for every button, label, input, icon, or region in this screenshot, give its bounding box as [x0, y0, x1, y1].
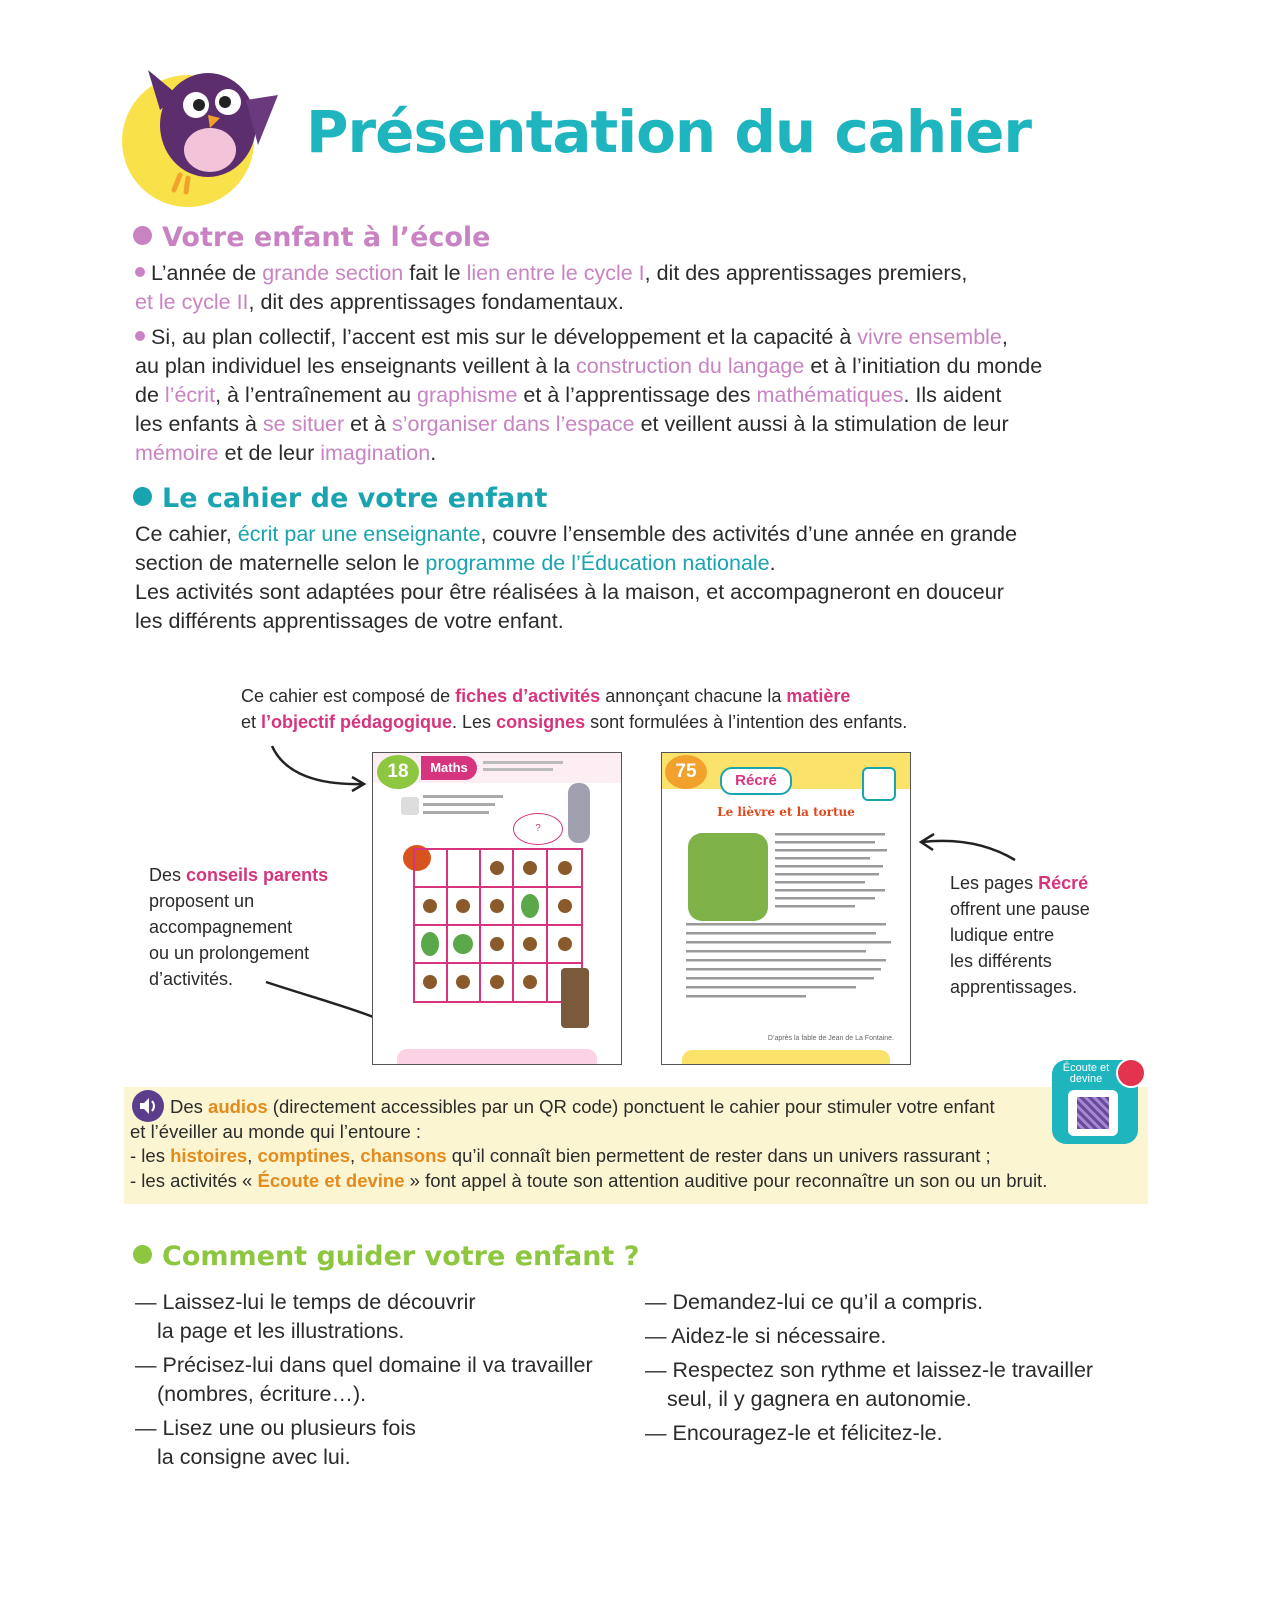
- highlight: Récré: [1038, 873, 1089, 893]
- text: Ce cahier est composé de: [241, 686, 456, 706]
- line: et l’éveiller au monde qui l’entoure :: [130, 1120, 422, 1142]
- text: et veillent aussi à la stimulation de leur: [634, 412, 1009, 436]
- text: - les: [130, 1145, 171, 1166]
- annotation-right: [950, 870, 1150, 1000]
- line: d’activités.: [149, 969, 234, 989]
- story-credit: D’après la fable de Jean de La Fontaine.: [767, 1035, 894, 1042]
- section-heading-text: Le cahier de votre enfant: [162, 483, 548, 514]
- thumb-text-line: [483, 761, 563, 764]
- list-item: [645, 1322, 1125, 1351]
- thumb-footer: [682, 1050, 890, 1065]
- line: proposent un: [149, 891, 255, 911]
- highlight: chansons: [360, 1145, 447, 1166]
- text: sont formulées à l’intention des enfants.: [585, 712, 908, 732]
- subject-label: Récré: [720, 767, 792, 795]
- text: section de maternelle selon le: [135, 551, 426, 575]
- text: la consigne avec lui.: [157, 1445, 351, 1469]
- story-text-lines-bottom: [686, 923, 896, 1033]
- highlight: audios: [208, 1096, 268, 1117]
- list-item: [135, 1351, 615, 1409]
- highlight: mémoire: [135, 441, 219, 465]
- highlight: construction du langage: [576, 354, 805, 378]
- story-illustration: [688, 833, 768, 921]
- text: (directement accessibles par un QR code) ponctuent le cahier pour stimuler votre enfant: [267, 1096, 995, 1117]
- highlight: vivre ensemble: [857, 325, 1002, 349]
- list-item: [135, 1288, 615, 1346]
- arrow-right: [922, 841, 1015, 860]
- highlight: l’écrit: [164, 383, 216, 407]
- qr-badge-label: Écoute et devine: [1062, 1062, 1110, 1085]
- text: seul, il y gagnera en autonomie.: [667, 1387, 972, 1411]
- section-bullet: [133, 1245, 152, 1264]
- highlight: matière: [786, 686, 851, 706]
- text: Les activités sont adaptées pour être réalisées à la maison, et accompagneront en douceur: [135, 580, 1004, 604]
- text: fait le: [403, 261, 467, 285]
- text: et: [241, 712, 262, 732]
- annotation-left: [149, 862, 359, 992]
- thumb-text-line: [423, 811, 489, 814]
- text: les différents apprentissages de votre enfant.: [135, 609, 564, 633]
- text: Les pages: [950, 873, 1039, 893]
- text: L’année de: [151, 261, 263, 285]
- text: Des: [170, 1096, 209, 1117]
- story-title: Le lièvre et la tortue: [717, 805, 855, 819]
- qr-code-icon: [1077, 1097, 1109, 1129]
- list-item: [135, 1414, 615, 1472]
- text: — Encouragez-le et félicitez-le.: [645, 1421, 943, 1445]
- line: [950, 870, 1150, 896]
- text: .: [769, 551, 776, 575]
- list-item: [645, 1288, 1125, 1317]
- arrow-top: [272, 746, 362, 784]
- line: [149, 862, 359, 888]
- thumb-text-line: [423, 795, 503, 798]
- hippo-character-icon: [568, 783, 590, 843]
- highlight: écrit par une enseignante: [237, 522, 481, 546]
- text: de: [135, 383, 165, 407]
- line: accompagnement: [149, 917, 293, 937]
- thumb-text-line: [423, 803, 495, 806]
- subject-label: Maths: [421, 756, 477, 780]
- section-heading-text: Comment guider votre enfant ?: [162, 1241, 640, 1272]
- list-item: [645, 1419, 1125, 1448]
- qr-code-icon: [862, 767, 896, 801]
- text: .: [430, 441, 437, 465]
- highlight: se situer: [262, 412, 345, 436]
- text: — Respectez son rythme et laissez-le travailler: [645, 1358, 1094, 1382]
- highlight: graphisme: [417, 383, 518, 407]
- text: (nombres, écriture…).: [157, 1382, 367, 1406]
- text: et à l’initiation du monde: [804, 354, 1043, 378]
- maths-page-thumbnail: [372, 752, 622, 1065]
- line: apprentissages.: [950, 977, 1078, 997]
- highlight: comptines: [257, 1145, 351, 1166]
- text: au plan individuel les enseignants veillent à la: [135, 354, 577, 378]
- list-item: [645, 1356, 1125, 1414]
- text: et à: [344, 412, 392, 436]
- guide-list-right: [645, 1288, 1125, 1453]
- line: ou un prolongement: [149, 943, 310, 963]
- thumb-footer: [397, 1049, 597, 1065]
- highlight: l’objectif pédagogique: [261, 712, 453, 732]
- text: annonçant chacune la: [600, 686, 787, 706]
- text: Des: [149, 865, 187, 885]
- page-number-badge: 18: [377, 755, 419, 789]
- dice-icon: [401, 797, 419, 815]
- text: Ce cahier,: [135, 522, 238, 546]
- text: — Demandez-lui ce qu’il a compris.: [645, 1290, 984, 1314]
- page-number-badge: 75: [665, 755, 707, 789]
- highlight: conseils parents: [186, 865, 329, 885]
- highlight: programme de l’Éducation nationale: [425, 551, 770, 575]
- audio-text: [130, 1095, 1130, 1193]
- qr-frame: [1068, 1090, 1118, 1136]
- sound-icon: [1116, 1058, 1146, 1088]
- line: les différents: [950, 951, 1052, 971]
- text: — Précisez-lui dans quel domaine il va travailler: [135, 1353, 593, 1377]
- highlight: Écoute et devine: [257, 1169, 405, 1191]
- page-title: Présentation du cahier: [306, 98, 1032, 166]
- text: ,: [350, 1145, 361, 1166]
- tree-stump-icon: [561, 968, 589, 1028]
- text: ,: [247, 1145, 258, 1166]
- highlight: lien entre le cycle I: [466, 261, 645, 285]
- thumb-text-line: [483, 768, 553, 771]
- line: [130, 1095, 1130, 1120]
- highlight: histoires: [170, 1145, 248, 1166]
- text: ,: [1001, 325, 1008, 349]
- text: et à l’apprentissage des: [517, 383, 757, 407]
- acorn-grid: [413, 848, 583, 1003]
- text: , couvre l’ensemble des activités d’une année en grande: [480, 522, 1018, 546]
- highlight: imagination: [320, 441, 431, 465]
- text: , à l’entraînement au: [215, 383, 418, 407]
- text: — Lisez une ou plusieurs fois: [135, 1416, 416, 1440]
- text: Si, au plan collectif, l’accent est mis sur le développement et la capacité à: [151, 325, 858, 349]
- line: ludique entre: [950, 925, 1055, 945]
- speech-bubble: ?: [513, 813, 563, 845]
- text: — Aidez-le si nécessaire.: [645, 1324, 887, 1348]
- text: . Les: [452, 712, 497, 732]
- guide-list-left: [135, 1288, 615, 1477]
- text: . Ils aident: [903, 383, 1002, 407]
- highlight: consignes: [496, 712, 586, 732]
- highlight: mathématiques: [756, 383, 904, 407]
- text: , dit des apprentissages fondamentaux.: [248, 290, 624, 314]
- text: — Laissez-lui le temps de découvrir: [135, 1290, 476, 1314]
- text: , dit des apprentissages premiers,: [644, 261, 968, 285]
- section-heading-guide: [133, 1241, 639, 1272]
- text: la page et les illustrations.: [157, 1319, 405, 1343]
- text: - les activités «: [130, 1169, 258, 1191]
- text: qu’il connaît bien permettent de rester dans un univers rassurant ;: [446, 1145, 991, 1166]
- highlight: s’organiser dans l’espace: [391, 412, 635, 436]
- line: offrent une pause: [950, 899, 1090, 919]
- line: [130, 1169, 1130, 1194]
- text: » font appel à toute son attention auditive pour reconnaître un son ou un bruit.: [404, 1169, 1048, 1191]
- recre-page-thumbnail: [661, 752, 911, 1065]
- text: et de leur: [218, 441, 321, 465]
- text: les enfants à: [135, 412, 263, 436]
- highlight: grande section: [262, 261, 404, 285]
- highlight: et le cycle II: [135, 290, 249, 314]
- qr-badge: [1052, 1060, 1138, 1144]
- line: [130, 1144, 1130, 1169]
- highlight: fiches d’activités: [455, 686, 601, 706]
- section-heading-text: Votre enfant à l’école: [162, 222, 491, 253]
